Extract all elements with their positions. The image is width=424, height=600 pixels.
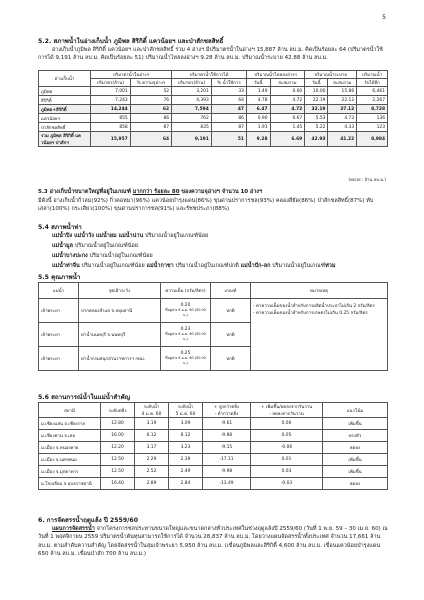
reservoir-value: 32.19 <box>305 105 328 114</box>
reservoir-value: 5.22 <box>305 123 328 132</box>
wq-col-river: แม่น้ำ <box>39 283 79 299</box>
level-value: เพิ่มขึ้น <box>323 418 388 430</box>
reservoir-value: 8,984 <box>357 132 388 147</box>
s54-line2-river: แม่น้ำมูล <box>52 243 74 249</box>
water-quality-table <box>38 282 388 371</box>
level-value: -9.61 <box>203 418 251 430</box>
reservoir-value: 52 <box>130 87 171 96</box>
reservoir-value: 86 <box>130 114 171 123</box>
rl-col-station: สถานี <box>39 403 101 418</box>
river-level-row <box>39 466 388 478</box>
level-value: 6.12 <box>169 430 203 442</box>
reservoir-row <box>39 87 388 96</box>
wq-note: - ค่าความเค็มของน้ำสำหรับการผลิตน้ำประปาไม่เกิน 2 กรัม/ลิตร - ค่าความเค็มของน้ำสำหรับการเกษตรไม่เกิน 0.25 กรัม/ลิตร <box>251 299 388 371</box>
s54-line4-river3: แม่น้ำปัก-ลก <box>240 263 271 269</box>
river-level-row <box>39 478 388 490</box>
level-value: -0.03 <box>251 478 323 490</box>
s54-line1-rivers: แม่น้ำปิง แม่น้ำวัง แม่น้ำยม แม่น้ำน่าน <box>52 233 144 239</box>
sub-pct-cap: % ความจุอ่างฯ <box>130 79 171 87</box>
reservoir-value: 86 <box>211 114 246 123</box>
reservoir-value: 87 <box>130 123 171 132</box>
level-value: 0.05 <box>251 430 323 442</box>
sub-cap-unit: รับได้อีก <box>357 79 388 87</box>
station-name: ม.เชียงคาน จ.เลย <box>39 430 101 442</box>
s6-body: จากโครงการชลประทานขนาดใหญ่และขนาดกลางทั่วประเทศในช่วงฤดูแล้งปี 2559/60 (วันที่ 1 พ.ย. 59 – 30 เม.ย. 60) ณ วันที่ 1 พฤศจิกายน 2559 ปริมาตรน้ำต้นทุนสามารถใช้การได้ จำนวน 28,837 ล้าน ลบ.ม. โดยวางแผนจัดสรรน้ำทั้งประเทศ จำนวน 17,661 ล้าน ลบ.ม. ตามลำดับความสำคัญ โดยจัดสรรน้ำในลุ่มเจ้าพระยา 5,950 ล้าน ลบ.ม. (เขื่อนภูมิพลและสิริกิติ์ 4,600 ล้าน ลบ.ม. เขื่อนแควน้อยบำรุงแดน 650 ล้าน ลบ.ม. เขื่อนป่าสัก 700 ล้าน ลบ.ม.) <box>38 526 388 558</box>
reservoir-value: 0.67 <box>270 114 305 123</box>
wq-point: ท่าน้ำกรมสนุกส่วนราชการฯ กทม. <box>79 347 161 371</box>
section-5-3-title <box>38 188 262 196</box>
wq-value-cell <box>161 347 211 371</box>
page-number: 5 <box>382 14 386 21</box>
reservoir-name: แควน้อยฯ <box>39 114 91 123</box>
reservoir-row <box>39 114 388 123</box>
reservoir-value: 9.28 <box>246 132 270 147</box>
station-name: ม.เชียงแสน จ.เชียงราย <box>39 418 101 430</box>
s54-line4-status2: ปริมาณน้ำอยู่ในเกณฑ์ปกติ <box>175 263 239 269</box>
reservoir-value: 37.12 <box>328 105 357 114</box>
reservoir-value: 8,728 <box>357 105 388 114</box>
rl-col-change-label: + เพิ่มขึ้น/ลดลงจากวันวาน <box>260 405 313 410</box>
section-5-4-title: 5.4 สภาพน้ำท่า <box>38 224 82 231</box>
reservoir-value: 835 <box>172 123 212 132</box>
level-value: 2.52 <box>135 466 169 478</box>
s54-line1-status: ปริมาณน้ำอยู่ในเกณฑ์น้อย <box>144 233 209 239</box>
level-value: -9.15 <box>203 442 251 454</box>
section-6-paragraph <box>38 525 388 559</box>
wq-sub: ที่อยู่ห่าง 6 ม.ค. 60 (00.00 น.) <box>165 332 206 341</box>
level-value: 2.84 <box>169 478 203 490</box>
wq-value-cell <box>161 323 211 347</box>
reservoir-value: 0.90 <box>246 114 270 123</box>
sub-accum: สะสมรวม <box>270 79 305 87</box>
reservoir-table <box>38 70 388 147</box>
reservoir-value: 6,461 <box>357 87 388 96</box>
s53-prefix: 5.3 อ่างเก็บน้ำขนาดใหญ่ที่อยู่ในเกณฑ์ <box>38 189 131 195</box>
wq-col-criteria: เกณฑ์ <box>211 283 251 299</box>
reservoir-value: 3,201 <box>172 87 212 96</box>
section-5-2-paragraph: อ่างเก็บน้ำภูมิพล สิริกิติ์ แควน้อยฯ และป่าสักชลสิทธิ์ รวม 4 อ่างฯ มีปริมาตรน้ำในอ่างฯ 15,887 ล้าน ลบ.ม. คิดเป็นร้อยละ 64 (ปริมาตรน้ำใช้การได้ 9,191 ล้าน ลบ.ม. คิดเป็นร้อยละ 51) ปริมาณน้ำไหลลงอ่างฯ 9.28 ล้าน ลบ.ม. ปริมาณน้ำระบาย 42.88 ล้าน ลบ.ม. <box>38 47 383 62</box>
rl-col-change-sub: - ลดลงจากวันวาน <box>269 412 304 417</box>
level-value: 12.20 <box>101 442 135 454</box>
station-name: ม.เมือง จ.นครพนม <box>39 454 101 466</box>
section-5-6-title: 5.6 สถานการณ์น้ำในแม่น้ำสำคัญ <box>38 394 131 401</box>
wq-value: 0.23 <box>180 327 191 332</box>
reservoir-name: ป่าสักชลสิทธิ์ <box>39 123 91 132</box>
station-name: ม.เมือง จ.หนองคาย <box>39 442 101 454</box>
reservoir-value: 5.53 <box>305 114 328 123</box>
level-value: ลดลง <box>323 442 388 454</box>
sub-today2: วันนี้ <box>305 79 328 87</box>
reservoir-row <box>39 96 388 105</box>
col-release: ปริมาณน้ำระบาย <box>305 71 357 79</box>
reservoir-value: 51 <box>211 132 246 147</box>
level-value: -13.49 <box>203 478 251 490</box>
reservoir-value: 4.72 <box>270 96 305 105</box>
level-value: 3.09 <box>169 418 203 430</box>
s54-line3 <box>52 252 153 260</box>
s53-count: 10 <box>240 189 249 195</box>
s54-line4 <box>52 262 335 270</box>
wq-criteria: ปกติ <box>211 299 251 323</box>
s54-line3-status: ปริมาณน้ำอยู่ในเกณฑ์น้อย <box>89 253 153 259</box>
reservoir-value: 2,267 <box>357 96 388 105</box>
s54-line2-status: ปริมาณน้ำอยู่ในเกณฑ์น้อย <box>74 243 139 249</box>
reservoir-value: 123 <box>357 123 388 132</box>
reservoir-value: 64 <box>130 132 171 147</box>
rl-col-diff-sub: - ต่ำกว่าตลิ่ง <box>214 412 239 417</box>
s53-end: อ่างฯ <box>249 189 263 195</box>
unit-note: (หน่วย : ล้าน ลบ.ม.) <box>348 177 386 182</box>
river-level-row <box>39 442 388 454</box>
level-value: -9.88 <box>203 430 251 442</box>
reservoir-value: 64 <box>211 96 246 105</box>
reservoir-value: 858 <box>91 123 131 132</box>
level-value: 0.01 <box>251 454 323 466</box>
reservoir-value: 22.12 <box>328 96 357 105</box>
wq-river: เจ้าพระยา <box>39 299 79 323</box>
reservoir-value: 14,244 <box>91 105 131 114</box>
wq-value: 0.25 <box>180 351 191 356</box>
col-reservoir: อ่างเก็บน้ำ <box>39 71 91 87</box>
level-value: 2.49 <box>169 466 203 478</box>
reservoir-value: 7,243 <box>91 96 131 105</box>
reservoir-row <box>39 123 388 132</box>
rl-col-level1 <box>135 403 169 418</box>
reservoir-name: ภูมิพล+สิริกิติ์ <box>39 105 91 114</box>
wq-col-point: จุดเฝ้าระวัง <box>79 283 161 299</box>
level-value: เพิ่มขึ้น <box>323 454 388 466</box>
reservoir-value: 6.47 <box>246 105 270 114</box>
section-5-2-title: 5.2. สภาพน้ำในอ่างเก็บน้ำ ภูมิพล สิริกิติ์ แควน้อยฯ และป่าสักชลสิทธิ์ <box>38 38 224 45</box>
level-value: 0.03 <box>251 466 323 478</box>
rl-col-level2-label: ระดับน้ำ <box>177 405 194 410</box>
level-value: ทรงตัว <box>323 430 388 442</box>
reservoir-value: 6.69 <box>270 132 305 147</box>
sub-today: วันนี้ <box>246 79 270 87</box>
wq-row <box>39 299 388 323</box>
reservoir-name: สิริกิติ์ <box>39 96 91 105</box>
section-5-5-title: 5.5 คุณภาพน้ำ <box>38 274 81 281</box>
level-value: 0.00 <box>251 418 323 430</box>
wq-criteria: ปกติ <box>211 323 251 347</box>
reservoir-value: 1.45 <box>270 123 305 132</box>
river-level-row <box>39 418 388 430</box>
wq-point: ท่าน้ำนนทบุรี จ.นนทบุรี <box>79 323 161 347</box>
reservoir-value: 10.00 <box>305 87 328 96</box>
reservoir-value: 1.49 <box>246 87 270 96</box>
reservoir-value: 15,957 <box>91 132 131 147</box>
reservoir-value: 15.86 <box>328 87 357 96</box>
reservoir-value: 762 <box>172 114 212 123</box>
level-value: -0.06 <box>251 442 323 454</box>
col-capacity: ปริมาณน้ำ <box>357 71 388 79</box>
col-inflow: ปริมาณน้ำไหลลงอ่างฯ <box>246 71 304 79</box>
level-value: เพิ่มขึ้น <box>323 466 388 478</box>
wq-sub: ที่อยู่ห่าง 6 ม.ค. 60 (00.00 น.) <box>165 308 206 317</box>
level-value: 3.19 <box>135 418 169 430</box>
rl-col-diff-label: + สูงกว่าตลิ่ง <box>213 405 240 410</box>
reservoir-value: 4.73 <box>328 114 357 123</box>
station-name: ม.เมือง จ.มุกดาหาร <box>39 466 101 478</box>
reservoir-value: 855 <box>91 114 131 123</box>
reservoir-row <box>39 132 388 147</box>
rl-col-level2-date: 5 ม.ค. 60 <box>175 412 196 417</box>
river-level-row <box>39 430 388 442</box>
s54-line4-status1: ปริมาณน้ำอยู่ในเกณฑ์น้อย <box>81 263 145 269</box>
section-5-3-paragraph: มีดังนี้ อ่างเก็บน้ำกิ่วลม(92%) กิ่วคอหมา(96%) แควน้อยบำรุงแดน(86%) ขุนด่านปราการชล(93%) คลองสียัด(86%) ป่าสักชลสิทธิ์(87%) ทับเสลา(100%) กระเสียว(100%) ขุนด่านปราการชล(91%) และรัชชประภา(88%) <box>38 198 374 213</box>
wq-value-cell <box>161 299 211 323</box>
reservoir-value: 4.33 <box>328 123 357 132</box>
reservoir-value: 4.78 <box>246 96 270 105</box>
reservoir-row <box>39 105 388 114</box>
reservoir-value: 9,191 <box>172 132 212 147</box>
reservoir-value: 7,001 <box>91 87 131 96</box>
reservoir-value: 87 <box>211 123 246 132</box>
s53-mid: มากกว่า ร้อยละ 80 <box>132 189 180 195</box>
river-level-table <box>38 402 388 490</box>
col-usable: ปริมาตรน้ำใช้การได้ <box>172 71 247 79</box>
reservoir-name: ภูมิพล <box>39 87 91 96</box>
level-value: 12.50 <box>101 454 135 466</box>
reservoir-value: 41.22 <box>328 132 357 147</box>
s54-line1 <box>52 232 208 240</box>
reservoir-value: 22.19 <box>305 96 328 105</box>
wq-sub: ที่อยู่ห่าง 6 ม.ค. 60 (00.00 น.) <box>165 356 206 365</box>
rl-col-level2 <box>169 403 203 418</box>
rl-col-change <box>251 403 323 418</box>
reservoir-value: 7,594 <box>172 105 212 114</box>
reservoir-value: 62 <box>130 105 171 114</box>
wq-river: เจ้าพระยา <box>39 347 79 371</box>
wq-col-salinity: ความเค็ม (กรัม/ลิตร) <box>161 283 211 299</box>
s54-line4-flood: ท่วม <box>325 263 336 269</box>
reservoir-value: 47 <box>211 105 246 114</box>
sub-mcm2: ปริมาตร(ล้าน) <box>172 79 212 87</box>
col-volume: ปริมาตรน้ำในอ่างฯ <box>91 71 172 79</box>
reservoir-value: 76 <box>130 96 171 105</box>
level-value: 16.40 <box>101 478 135 490</box>
section-6-title: 6. การจัดสรรน้ำฤดูแล้ง ปี 2559/60 <box>38 517 139 524</box>
wq-col-note: หมายเหตุ <box>251 283 388 299</box>
sub-pct-use: % น้ำใช้การ <box>211 79 246 87</box>
sub-accum2: สะสมรวม <box>328 79 357 87</box>
s6-lead: แผนการจัดสรรน้ำ <box>52 526 95 532</box>
wq-point: ปากคลองสำแล จ.ปทุมธานี <box>79 299 161 323</box>
level-value: -17.11 <box>203 454 251 466</box>
s54-line2 <box>52 242 138 250</box>
rl-col-bank: ระดับตลิ่ง <box>101 403 135 418</box>
level-value: 12.50 <box>101 466 135 478</box>
level-value: 2.29 <box>135 454 169 466</box>
s53-suffix: ของความจุอ่างฯ จำนวน <box>181 189 239 195</box>
river-level-row <box>39 454 388 466</box>
reservoir-value: 1.91 <box>246 123 270 132</box>
rl-col-level1-label: ระดับน้ำ <box>143 405 160 410</box>
reservoir-value: 4.72 <box>270 105 305 114</box>
level-value: 6.12 <box>135 430 169 442</box>
level-value: 3.23 <box>169 442 203 454</box>
wq-river: เจ้าพระยา <box>39 323 79 347</box>
s54-line4-river1: แม่น้ำท่าจีน <box>52 263 80 269</box>
level-value: 3.17 <box>135 442 169 454</box>
level-value: 12.80 <box>101 418 135 430</box>
s54-line4-river2: แม่น้ำกาชา <box>146 263 174 269</box>
s54-line4-status3: ปริมาณน้ำอยู่ในเกณฑ์ <box>272 263 326 269</box>
sub-mcm: ปริมาตร(ล้าน) <box>91 79 131 87</box>
rl-col-trend: แนวโน้ม <box>323 403 388 418</box>
level-value: ลดลง <box>323 478 388 490</box>
s54-line3-river: แม่น้ำบางปะกง <box>52 253 88 259</box>
level-value: 2.39 <box>169 454 203 466</box>
level-value: 16.00 <box>101 430 135 442</box>
level-value: -9.98 <box>203 466 251 478</box>
reservoir-value: 4,393 <box>172 96 212 105</box>
wq-value: 0.20 <box>180 303 191 308</box>
station-name: ม.โขงเจียม จ.อุบลราชธานี <box>39 478 101 490</box>
rl-col-diff <box>203 403 251 418</box>
reservoir-value: 136 <box>357 114 388 123</box>
reservoir-value: 33 <box>211 87 246 96</box>
wq-criteria: ปกติ <box>211 347 251 371</box>
level-value: 2.89 <box>135 478 169 490</box>
reservoir-value: 0.00 <box>270 87 305 96</box>
rl-col-level1-date: 4 ม.ค. 60 <box>141 412 162 417</box>
reservoir-value: 42.93 <box>305 132 328 147</box>
reservoir-name: รวม ภูมิพล สิริกิติ์ แควน้อยฯ ป่าสักฯ <box>39 132 91 147</box>
